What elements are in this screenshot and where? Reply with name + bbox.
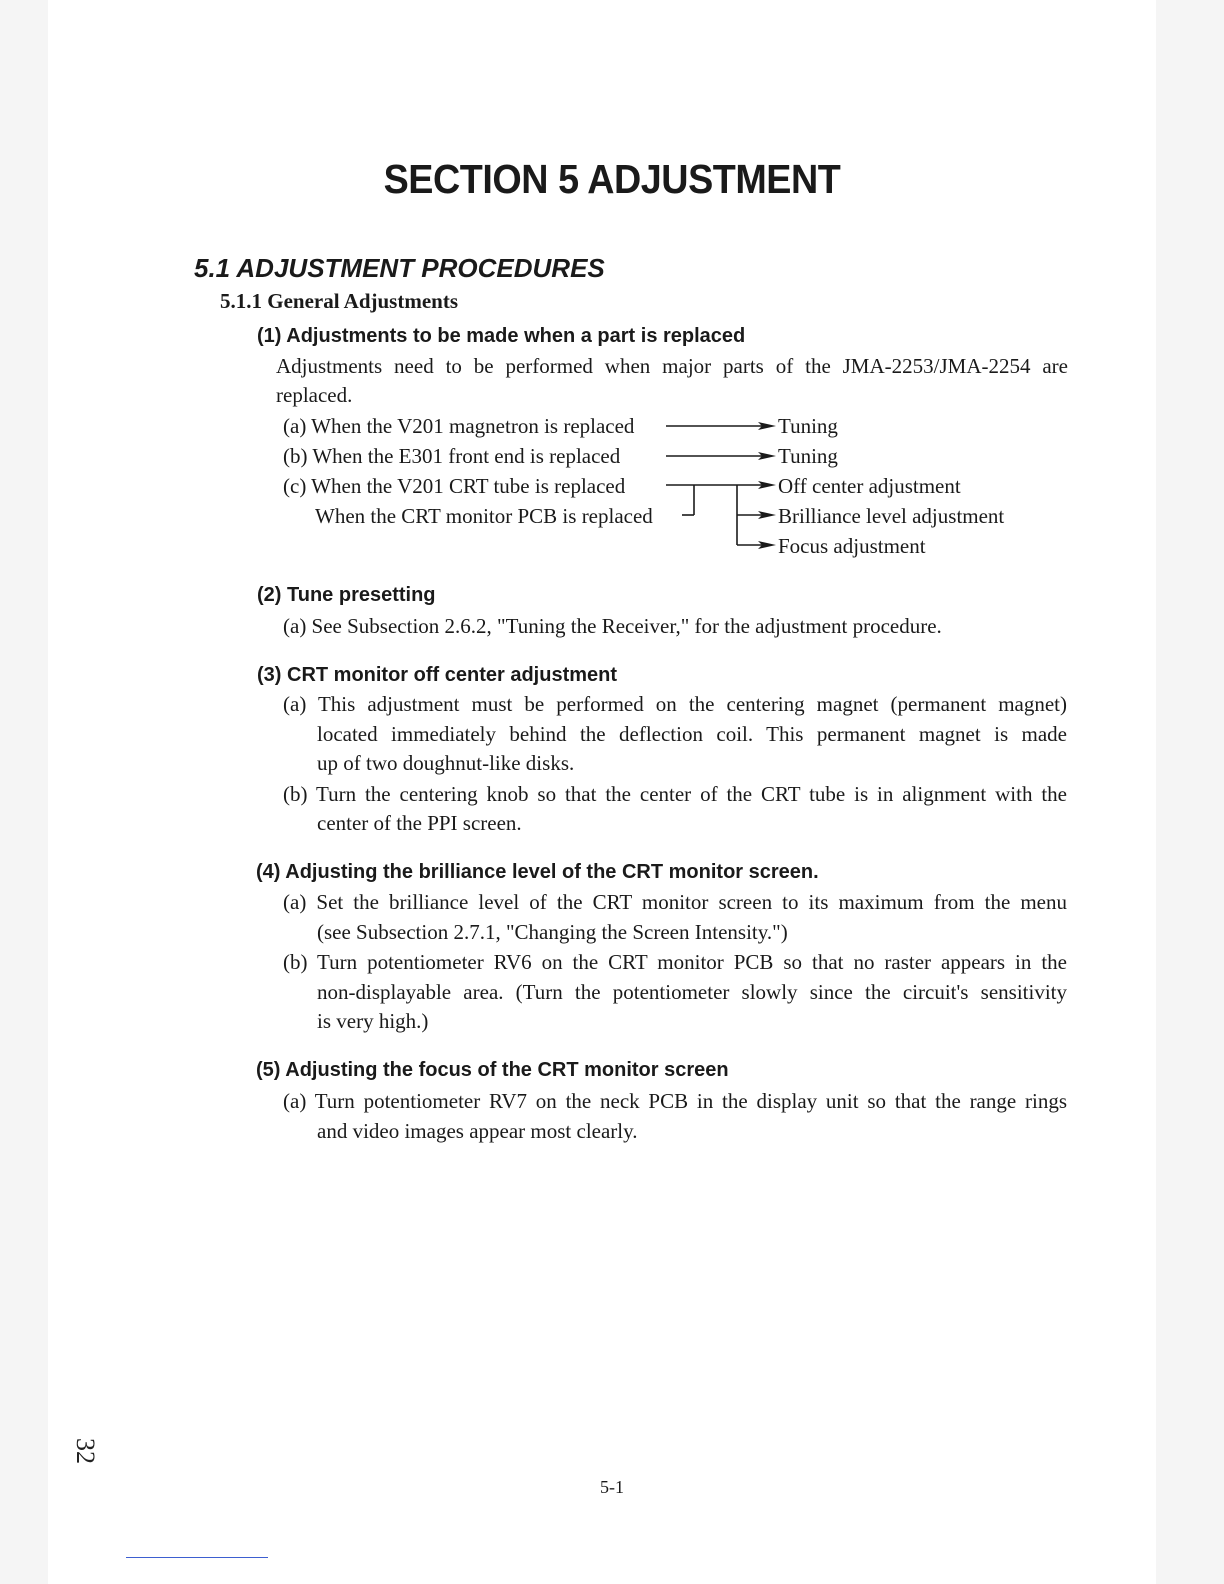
subsection-4-heading: (4) Adjusting the brilliance level of the CRT monitor screen. bbox=[256, 861, 819, 883]
subsection-5-item-a-line-2: and video images appear most clearly. bbox=[317, 1119, 638, 1143]
subsection-4-item-b-line-1: (b) Turn potentiometer RV6 on the CRT monitor PCB so that no raster appears in the bbox=[283, 950, 1067, 974]
subsection-4-item-a-line-2: (see Subsection 2.7.1, "Changing the Screen Intensity.") bbox=[317, 920, 788, 944]
subsection-4-item-b-line-3: is very high.) bbox=[317, 1009, 429, 1033]
replacement-flow-arrows bbox=[0, 0, 1224, 600]
subsection-1-intro-line-1: Adjustments need to be performed when major parts of the JMA-2253/JMA-2254 are bbox=[276, 354, 1068, 378]
subsection-5-heading: (5) Adjusting the focus of the CRT monitor screen bbox=[256, 1059, 729, 1081]
result-a: Tuning bbox=[778, 414, 838, 438]
replacement-item-c-continued: When the CRT monitor PCB is replaced bbox=[315, 504, 653, 528]
replacement-item-b: (b) When the E301 front end is replaced bbox=[283, 444, 621, 468]
subsection-4-item-a-line-1: (a) Set the brilliance level of the CRT monitor screen to its maximum from the menu bbox=[283, 890, 1067, 914]
heading-5-1-1: 5.1.1 General Adjustments bbox=[220, 289, 458, 313]
result-c-brilliance: Brilliance level adjustment bbox=[778, 504, 1005, 528]
handwritten-margin-note: 32 bbox=[71, 1438, 100, 1464]
subsection-4-item-b-line-2: non-displayable area. (Turn the potentiometer slowly since the circuit's sensitivity bbox=[317, 980, 1067, 1004]
replacement-item-c: (c) When the V201 CRT tube is replaced bbox=[283, 474, 626, 498]
subsection-3-item-a-line-3: up of two doughnut-like disks. bbox=[317, 751, 575, 775]
subsection-1-heading: (1) Adjustments to be made when a part is replaced bbox=[257, 325, 746, 347]
subsection-1-intro-line-2: replaced. bbox=[276, 383, 353, 407]
result-c-focus: Focus adjustment bbox=[778, 534, 926, 558]
subsection-3-item-b-line-1: (b) Turn the centering knob so that the center of the CRT tube is in alignment with the bbox=[283, 782, 1067, 806]
result-b: Tuning bbox=[778, 444, 838, 468]
subsection-3-heading: (3) CRT monitor off center adjustment bbox=[257, 664, 618, 686]
subsection-2-item-a: (a) See Subsection 2.6.2, "Tuning the Receiver," for the adjustment procedure. bbox=[283, 614, 942, 638]
result-c-off-center: Off center adjustment bbox=[778, 474, 961, 498]
subsection-3-item-a-line-2: located immediately behind the deflection coil. This permanent magnet is made bbox=[317, 722, 1067, 746]
subsection-2-heading: (2) Tune presetting bbox=[257, 584, 436, 606]
subsection-5-item-a-line-1: (a) Turn potentiometer RV7 on the neck PCB in the display unit so that the range rings bbox=[283, 1089, 1067, 1113]
subsection-3-item-a-line-1: (a) This adjustment must be performed on the centering magnet (permanent magnet) bbox=[283, 692, 1067, 716]
section-title: SECTION 5 ADJUSTMENT bbox=[383, 156, 841, 202]
subsection-3-item-b-line-2: center of the PPI screen. bbox=[317, 811, 522, 835]
page-number: 5-1 bbox=[600, 1477, 624, 1497]
heading-5-1: 5.1 ADJUSTMENT PROCEDURES bbox=[194, 253, 605, 283]
bottom-link-underline bbox=[126, 1557, 268, 1558]
replacement-item-a: (a) When the V201 magnetron is replaced bbox=[283, 414, 635, 438]
